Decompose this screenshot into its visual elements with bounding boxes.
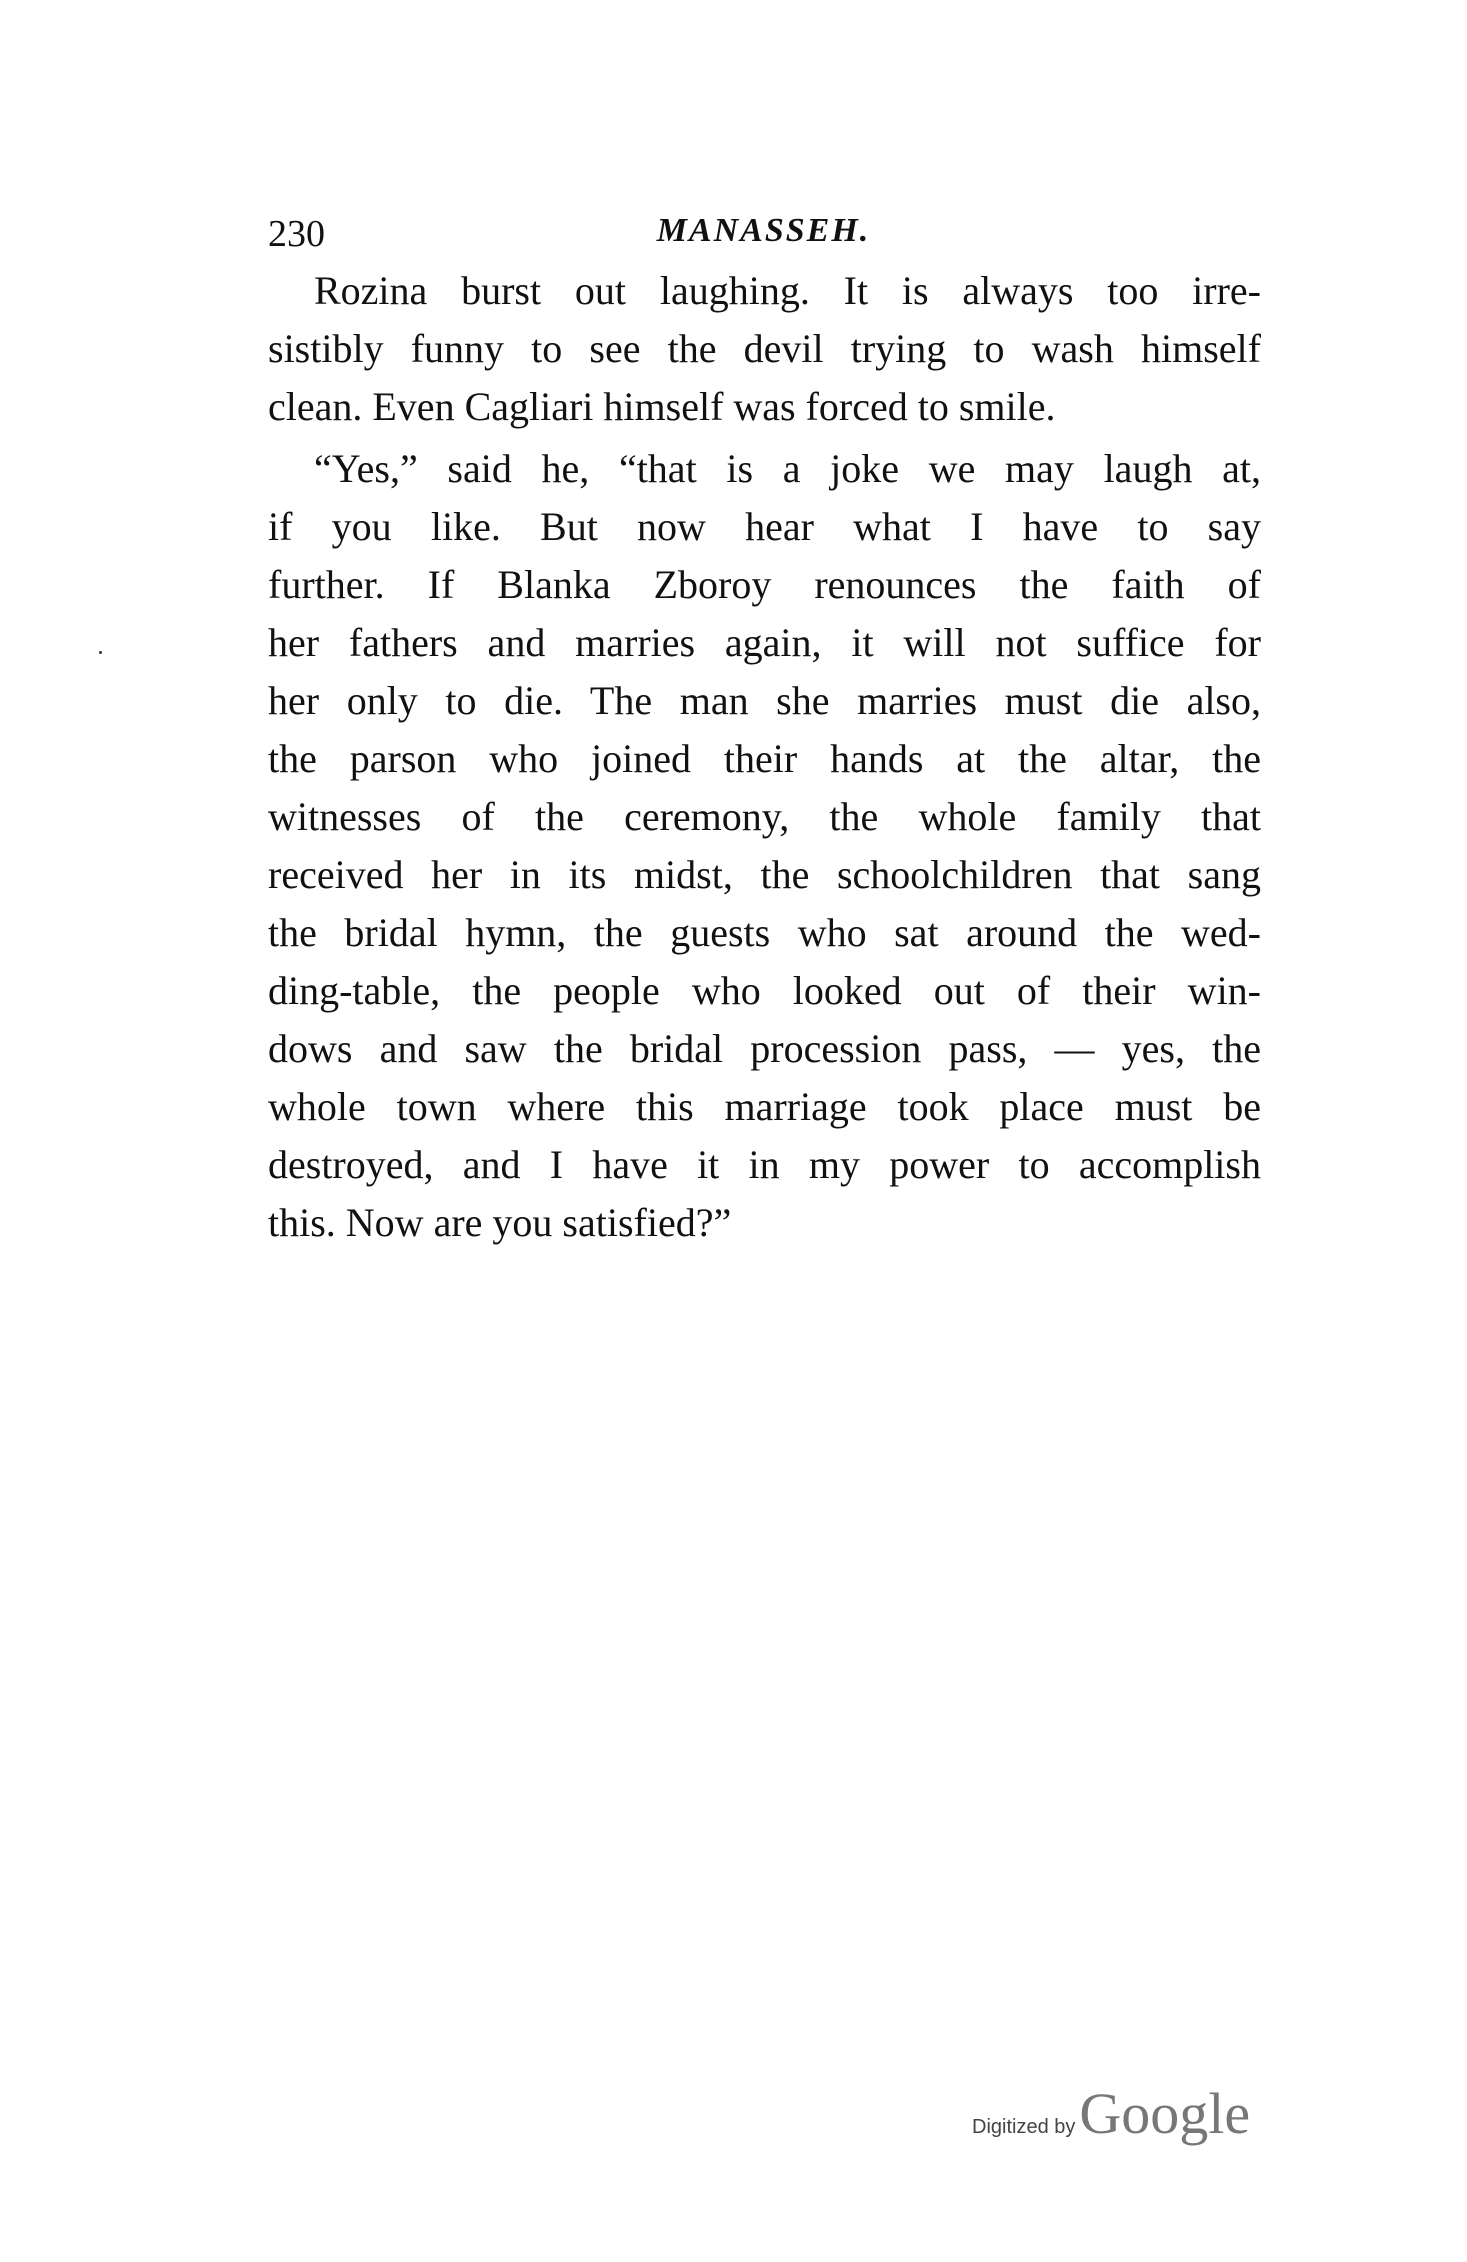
text-line: her fathers and marries again, it will not suffice for — [268, 620, 1261, 665]
text-line: dows and saw the bridal procession pass, — yes, the — [268, 1026, 1261, 1071]
text-line: if you like. But now hear what I have to say — [268, 504, 1261, 549]
google-logo: Google — [1079, 2081, 1251, 2146]
text-line: the parson who joined their hands at the altar, the — [268, 736, 1261, 781]
text-line: Rozina burst out laughing. It is always too irre- — [314, 268, 1261, 313]
text-line: witnesses of the ceremony, the whole family that — [268, 794, 1261, 839]
paragraph — [268, 440, 1261, 1252]
text-line: sistibly funny to see the devil trying to wash himself — [268, 326, 1261, 371]
text-line: whole town where this marriage took place must be — [268, 1084, 1261, 1129]
digitized-by-google-watermark — [972, 2080, 1250, 2147]
page-body — [268, 262, 1261, 1256]
text-line: received her in its midst, the schoolchildren that sang — [268, 852, 1261, 897]
text-line: ding-table, the people who looked out of their win- — [268, 968, 1261, 1013]
text-line: further. If Blanka Zboroy renounces the faith of — [268, 562, 1261, 607]
text-line: the bridal hymn, the guests who sat around the wed- — [268, 910, 1261, 955]
text-line: her only to die. The man she marries must die also, — [268, 678, 1261, 723]
text-line: destroyed, and I have it in my power to accomplish — [268, 1142, 1261, 1187]
watermark-prefix: Digitized by — [972, 2116, 1076, 2138]
text-line: this. Now are you satisfied?” — [268, 1200, 732, 1245]
text-line: clean. Even Cagliari himself was forced to smile. — [268, 384, 1056, 429]
paragraph — [268, 262, 1261, 436]
margin-speck — [99, 651, 102, 654]
running-title: MANASSEH. — [656, 212, 871, 249]
page-number: 230 — [268, 213, 325, 255]
text-line: “Yes,” said he, “that is a joke we may laugh at, — [314, 446, 1261, 491]
